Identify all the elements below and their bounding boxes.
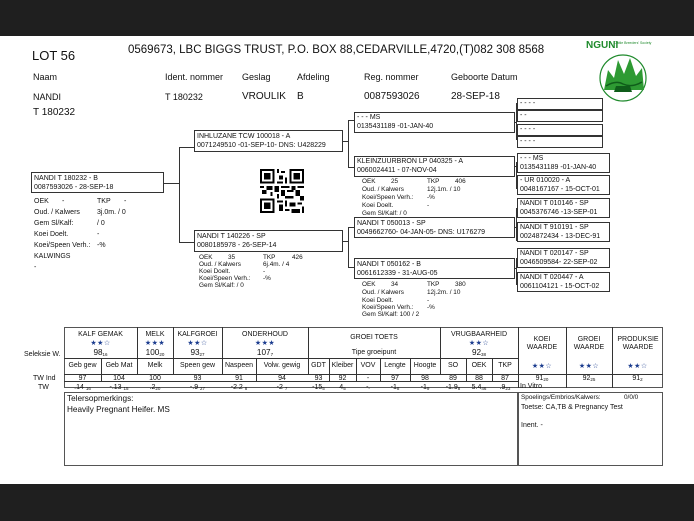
group-melk: MELK (145, 331, 165, 338)
self-speen-label: Koei/Speen Verh.: (34, 242, 91, 249)
inent-text: Inent. - (521, 422, 543, 429)
tw-cell: $.9_{23}$ (499, 384, 511, 391)
sel-kalf-gemak: $98_{16}$ (93, 348, 108, 357)
group-onderhoud: ONDERHOUD (242, 331, 288, 338)
tw-cell: -.13 $_{15}$ (109, 384, 129, 391)
tw-cell: $4_5$ (339, 384, 346, 391)
animal-dob: 28-SEP-18 (451, 91, 500, 102)
dam-koei-value: - (263, 268, 266, 275)
tw-label: TW (38, 384, 49, 391)
ggp-dss-name: NANDI T 010146 - SP (520, 200, 589, 207)
label-ident: Ident. nommer (165, 72, 224, 82)
sire-dam-name: KLEINZUURBRON LP 040325 - A (357, 158, 464, 165)
ggp-dds-reg: 0046509584- 22-SEP-02 (520, 259, 598, 266)
ggp-ddd-reg: 0061104121 - 15-OCT-02 (520, 283, 600, 290)
self-name: NANDI T 180232 - B (34, 175, 98, 182)
dam-speen-value: -% (263, 275, 271, 282)
self-koei-label: Koei Doelt. (34, 231, 69, 238)
sd-kalwers-label: Oud. / Kalwers (362, 186, 404, 193)
group-groei-toets: GROEI TOETS (350, 334, 398, 341)
sd-tkp-label: TKP (427, 178, 440, 185)
sel-melk: $100_{20}$ (145, 348, 165, 357)
label-geslag: Geslag (242, 72, 271, 82)
lot-number: LOT 56 (32, 48, 76, 63)
tw-cell: -2.2 $_8$ (230, 384, 248, 391)
seleksie-label: Seleksie W. (24, 351, 61, 358)
logo-text: NGUNI (586, 40, 619, 51)
sd-koei-label: Koei Doelt. (362, 202, 394, 209)
star-rating: ★★☆ (468, 340, 490, 347)
animal-ident: T 180232 (165, 92, 203, 102)
col-tkp: TKP (498, 362, 512, 369)
logo-subtext: Cattle Breeders' Society (614, 41, 652, 45)
col-vov: VOV (360, 362, 376, 369)
self-kalwings: KALWINGS (34, 253, 71, 260)
dd-gem: Gem Sl/Kalf: 100 / 2 (362, 311, 420, 318)
dam-name: NANDI T 140226 - SP (197, 233, 266, 240)
tw-cell: $-15_5$ (312, 384, 325, 391)
tw-cell: -.9 $_{27}$ (189, 384, 206, 391)
col-volw-gewig: Volw. gewig (263, 362, 301, 369)
spoelings-value: 0/0/0 (624, 394, 639, 401)
animal-name: NANDI (33, 92, 62, 102)
dam-reg: 0080185978 - 26-SEP-14 (197, 242, 277, 249)
label-afdeling: Afdeling (297, 72, 330, 82)
label-reg: Reg. nommer (364, 72, 419, 82)
ggp-sdd-name: - UR 010020 - A (520, 177, 571, 184)
dd-tkp-value: 380 (455, 281, 466, 288)
star-rating: ★★☆ (90, 340, 111, 347)
dam-kalwers-label: Oud. / Kalwers (199, 261, 241, 268)
tw-ind-cell: - (366, 375, 370, 382)
self-reg: 0087593026 - 28-SEP-18 (34, 184, 114, 191)
ggp-dsd-reg: 0024872434 - 13-DEC-91 (520, 233, 601, 240)
col-geb-mat: Geb Mat (105, 362, 133, 369)
ggp-sss-a: - - - - (520, 100, 536, 107)
star-rating: ★★☆ (578, 363, 600, 370)
sel-kalfgroei: $93_{27}$ (190, 348, 205, 357)
dd-speen-label: Koei/Speen Verh.: (362, 304, 414, 311)
self-koei-value: - (97, 231, 100, 238)
sd-gem: Gem Sl/Kalf: / 0 (362, 210, 407, 217)
ggp-ddd-name: NANDI T 020447 - A (520, 274, 584, 281)
produksie-waarde-value: $91_2$ (632, 375, 643, 382)
groei-waarde-value: $92_{25}$ (582, 375, 596, 382)
star-rating: ★★☆ (187, 340, 208, 347)
tw-cell: .14 $_{16}$ (74, 384, 91, 391)
toetse-text: Toetse: CA,TB & Pregnancy Test (521, 404, 623, 411)
ggp-dsd-name: NANDI T 910191 - SP (520, 224, 589, 231)
tw-ind-cell: 98 (421, 375, 429, 382)
bottom-band (0, 484, 694, 521)
dd-oek-label: OEK (362, 281, 376, 288)
self-speen-value: -% (97, 242, 106, 249)
tw-ind-label: TW Ind (33, 375, 56, 382)
dam-kalwers-value: 6j.4m. / 4 (263, 261, 290, 268)
sire-sire-reg: 0135431189 -01-JAN-40 (357, 123, 434, 130)
star-rating: ★★☆ (627, 363, 648, 370)
col-oek: OEK (471, 362, 487, 369)
dam-sire-reg: 0049662760- 04-JAN-05- DNS: U176279 (357, 229, 486, 236)
tw-cell: $-_-$ (366, 384, 370, 391)
tw-ind-cell: 93 (193, 375, 202, 382)
sd-tkp-value: 406 (455, 178, 466, 185)
tw-cell: $5.4_{46}$ (471, 384, 487, 391)
self-tkp-label: TKP (97, 198, 111, 205)
self-kalwers-value: 3j.0m. / 0 (97, 209, 126, 216)
tw-cell: -2 $_7$ (276, 384, 288, 391)
tw-ind-cell: 91 (235, 375, 243, 382)
col-speen-gew: Speen gew (179, 362, 216, 369)
col-naspeen: Naspeen (224, 362, 254, 369)
ggp-dds-name: NANDI T 020147 - SP (520, 250, 589, 257)
col-geb-gew: Geb gew (68, 362, 97, 369)
sire-sire-name: - - - MS (357, 114, 381, 121)
tw-ind-cell: 97 (391, 375, 399, 382)
ggp-sss-b: - - (520, 112, 527, 119)
dam-tkp-label: TKP (263, 254, 276, 261)
group-koei-waarde: KOEI WAARDE (526, 336, 558, 351)
star-rating: ★★★ (144, 340, 166, 347)
tw-ind-cell: 104 (113, 375, 125, 382)
sd-speen-value: -% (427, 194, 435, 201)
dam-dam-name: NANDI T 050162 - B (357, 261, 421, 268)
top-band (0, 0, 694, 36)
self-oek-label: OEK (34, 198, 49, 205)
animal-tattoo: T 180232 (33, 107, 76, 118)
dam-tkp-value: 426 (292, 254, 303, 261)
self-tkp-value: - (124, 198, 127, 205)
in-vitro-label: In Vitro (520, 383, 543, 390)
sd-oek-value: 25 (391, 178, 399, 185)
remarks-text: Heavily Pregnant Heifer. MS (67, 405, 170, 414)
sire-reg: 0071249510 -01-SEP-10- DNS: U428229 (197, 142, 326, 149)
sel-onderhoud: $107_7$ (256, 348, 274, 357)
animal-reg: 0087593026 (364, 91, 420, 102)
sd-koei-value: - (427, 202, 430, 209)
self-kalwings-value: - (34, 264, 37, 271)
group-produksie-waarde: PRODUKSIE WAARDE (617, 336, 659, 351)
dd-tkp-label: TKP (427, 281, 440, 288)
col-so: SO (447, 362, 459, 369)
ggp-sdd-reg: 0048167167 - 15-OCT-01 (520, 186, 600, 193)
remarks-label: Telersopmerkings: (67, 394, 134, 403)
sd-kalwers-value: 12j.1m. / 10 (427, 186, 461, 193)
lot-sheet (0, 36, 694, 484)
label-geboorte: Geboorte Datum (451, 72, 518, 82)
tw-cell: $-1.9_8$ (445, 384, 461, 391)
self-kalwers-label: Oud. / Kalwers (34, 209, 80, 216)
group-vrugbaarheid: VRUGBAARHEID (450, 331, 507, 338)
sel-tipe-groeipunt: Tipe groeipunt (351, 349, 397, 356)
tw-ind-cell: 100 (149, 375, 161, 382)
ggp-sds-reg: 0135431189 -01-JAN-40 (520, 164, 597, 171)
dam-gem: Gem Sl/Kalf: / 0 (199, 282, 244, 289)
dd-koei-label: Koei Doelt. (362, 297, 394, 304)
star-rating: ★★★ (254, 340, 276, 347)
self-gem-value: / 0 (97, 220, 105, 227)
tw-ind-cell: 92 (338, 375, 347, 382)
col-melk: Melk (147, 362, 163, 369)
tw-cell: $-1_9$ (420, 384, 430, 391)
col-lengte: Lengte (384, 362, 406, 369)
sd-oek-label: OEK (362, 178, 376, 185)
dd-oek-value: 34 (391, 281, 399, 288)
koei-waarde-value: $91_{20}$ (535, 375, 549, 382)
ggp-ssd-b: - - - - (520, 138, 536, 145)
spoelings-label: Spoelings/Embrios/Kalwers: (521, 394, 601, 401)
ggp-sds-name: - - - MS (520, 155, 544, 162)
dam-koei-label: Koei Doelt. (199, 268, 231, 275)
sel-vrugbaarheid: $92_{38}$ (471, 348, 487, 357)
col-kleiber: Kleiber (331, 362, 354, 369)
owner-line: 0569673, LBC BIGGS TRUST, P.O. BOX 88,CEDARVILLE,4720,(T)082 308 8568 (128, 44, 545, 56)
group-kalf-gemak: KALF GEMAK (78, 331, 123, 338)
dd-speen-value: -% (427, 304, 435, 311)
animal-sex: VROULIK (242, 91, 286, 102)
self-gem-label: Gem Sl/Kalf: (34, 220, 74, 227)
col-gdt: GDT (311, 362, 326, 369)
group-groei-waarde: GROEI WAARDE (573, 336, 605, 351)
tw-cell: $.2_{20}$ (149, 384, 161, 391)
self-oek-value: - (62, 198, 65, 205)
ggp-dss-reg: 0045376746 -13-SEP-01 (520, 209, 598, 216)
dam-sire-name: NANDI T 050013 - SP (357, 220, 426, 227)
dd-kalwers-value: 12j.2m. / 10 (427, 289, 461, 296)
sd-speen-label: Koei/Speen Verh.: (362, 194, 414, 201)
tw-cell: $-1_8$ (390, 384, 400, 391)
tw-ind-cell: 87 (501, 375, 509, 382)
tw-ind-cell: 97 (78, 375, 87, 382)
col-hoogte: Hoogte (413, 362, 437, 369)
dam-dam-reg: 0061612339 - 31-AUG-05 (357, 270, 438, 277)
tw-ind-cell: 89 (449, 375, 457, 382)
dd-koei-value: - (427, 297, 430, 304)
dd-kalwers-label: Oud. / Kalwers (362, 289, 404, 296)
tw-ind-cell: 93 (314, 375, 323, 382)
tw-ind-cell: 88 (475, 375, 483, 382)
dam-oek-value: 35 (228, 254, 236, 261)
star-rating: ★★☆ (531, 363, 553, 370)
ggp-ssd-a: - - - - (520, 126, 536, 133)
tw-ind-cell: 94 (278, 375, 286, 382)
dam-speen-label: Koei/Speen Verh.: (199, 275, 251, 282)
sire-dam-reg: 0060024411 - 07-NOV-04 (357, 167, 437, 174)
sire-name: INHLUZANE TCW 100018 - A (197, 133, 291, 140)
group-kalfgroei: KALFGROEI (177, 331, 218, 338)
label-naam: Naam (33, 72, 58, 82)
dam-oek-label: OEK (199, 254, 213, 261)
animal-section: B (297, 91, 304, 102)
